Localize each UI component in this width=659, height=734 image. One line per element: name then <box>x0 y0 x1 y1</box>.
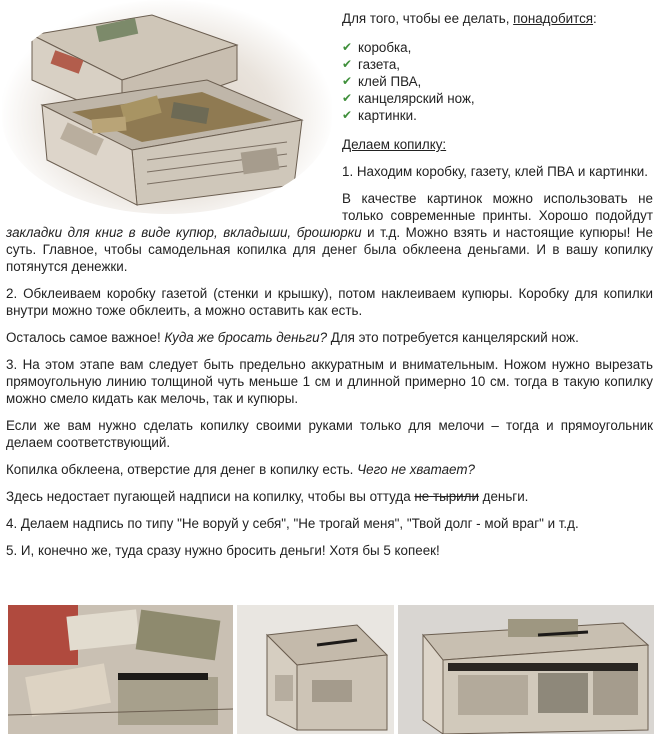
intro-line: Для того, чтобы ее делать, понадобится: <box>342 11 597 26</box>
paragraph-label: Здесь недостает пугающей надписи на копилку, чтобы вы оттуда не тырили деньги. <box>6 489 529 504</box>
paragraph-pictures: В качестве картинок можно использовать не только современные принты. Хорошо подойдут закладки для книг в виде купюр, вкладыши, брошюрки и т.д. Можно взять и настоящие купюры! Не суть. Главное, чтобы самодельная копилка для денег была обклеена деньгами. И в вашу копилку потянутся денежки. <box>6 191 653 274</box>
box-front-illustration <box>398 605 654 734</box>
list-item: ✔ картинки. <box>342 108 417 123</box>
paragraph-missing: Копилка обклеена, отверстие для денег в копилку есть. Чего не хватает? <box>6 462 475 477</box>
check-icon: ✔ <box>342 74 353 88</box>
paragraph-coins: Если же вам нужно сделать копилку своими руками только для мелочи – тогда и прямоугольник делаем соответствующий. <box>6 418 653 450</box>
step-3: 3. На этом этапе вам следует быть предельно аккуратным и внимательным. Ножом нужно вырезать прямоугольную линию толщиной чуть меньше 1 см и длинной примерно 10 см. тогда в такую копилку можно смело кидать как мелочь, так и купюры. <box>6 357 653 406</box>
step-1: 1. Находим коробку, газету, клей ПВА и картинки. <box>342 164 648 179</box>
list-item: ✔ клей ПВА, <box>342 74 422 89</box>
step-4: 4. Делаем надпись по типу "Не воруй у себя", "Не трогай меня", "Твой долг - мой враг" и т.д. <box>6 516 579 531</box>
list-item: ✔ канцелярский нож, <box>342 91 475 106</box>
check-icon: ✔ <box>342 57 353 71</box>
box-lid-photo <box>8 605 233 734</box>
paragraph-important: Осталось самое важное! Куда же бросать деньги? Для это потребуется канцелярский нож. <box>6 330 579 345</box>
check-icon: ✔ <box>342 108 353 122</box>
needs-link[interactable]: понадобится <box>513 11 594 26</box>
box-side-photo <box>237 605 394 734</box>
check-icon: ✔ <box>342 40 353 54</box>
list-item: ✔ газета, <box>342 57 401 72</box>
box-side-illustration <box>237 605 394 734</box>
step-2: 2. Обклеиваем коробку газетой (стенки и крышку), потом наклеиваем купюры. Коробку для копилки внутри можно тоже обклеить, а можно оставить как есть. <box>6 286 653 318</box>
step-5: 5. И, конечно же, туда сразу нужно бросить деньги! Хотя бы 5 копеек! <box>6 543 440 558</box>
section-heading: Делаем копилку: <box>342 137 447 152</box>
article-text <box>6 0 653 569</box>
box-lid-illustration <box>8 605 233 734</box>
list-item: ✔ коробка, <box>342 40 412 55</box>
result-photos <box>8 605 654 734</box>
check-icon: ✔ <box>342 91 353 105</box>
box-front-photo <box>398 605 654 734</box>
